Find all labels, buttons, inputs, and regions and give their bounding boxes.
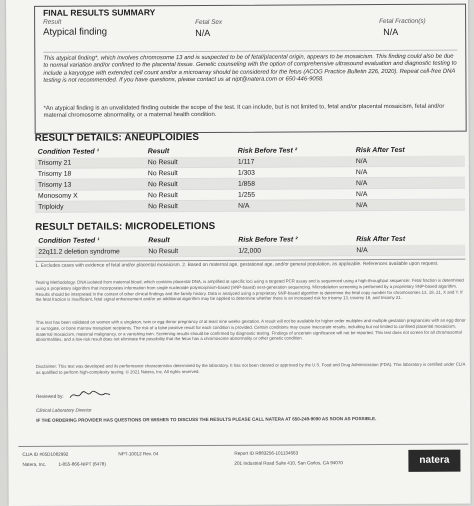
footnotes: 1. Excludes cases with evidence of fetal and/or placental mosaicism. 2. Based on maternal age, gestational age, and/or general population, as applicable. References available upon request.	[35, 261, 439, 269]
director-label: Clinical Laboratory Director	[36, 407, 92, 413]
microdeletions-table	[35, 233, 465, 258]
company-name: Natera, Inc.	[22, 461, 47, 467]
disclaimer: Disclaimer: This test was developed and its performance characteristics determined by the laboratory. It has not been cleared or approved by the U.S. Food and Drug Administration (FDA). This laboratory is certified under CLIA as qualified to perform high-complexity testing. © 2021 Natera, Inc. All rights reserved.	[35, 361, 466, 375]
fetal-sex-label: Fetal Sex	[195, 18, 223, 27]
table-row	[35, 245, 465, 258]
condition-cell: 22q11.2 deletion syndrome	[35, 246, 145, 257]
report-page	[6, 0, 471, 506]
atypical-finding-paragraph: This atypical finding*, which involves chromosome 13 and is suspected to be of fetal/placental origin, appears to be mosaicism. This finding could also be due to normal variation and/or confined to the placental tissue. Genetic counseling with the option of comprehensive ultrasound evaluation and diagnostic testing to include a karyotype with extended cell count and/or a microarray should be considered for the fetus (ACOG Practice Bulletin 226, 2020). Repeat cell-free DNA testing is not recommended. If you have questions, please contact us at nipt@natera.com or 650-446-9058.	[43, 53, 457, 84]
column-header: Condition Tested ¹	[38, 237, 100, 245]
risk-before-cell: 1/117	[235, 156, 353, 167]
condition-cell: Trisomy 13	[35, 179, 145, 191]
column-header: Risk After Test	[356, 235, 406, 243]
column-header: Result	[148, 236, 170, 244]
risk-after-cell: N/A	[353, 245, 465, 256]
risk-after-cell: N/A	[353, 199, 465, 211]
risk-before-cell: 1/255	[235, 189, 353, 201]
summary-heading: FINAL RESULTS SUMMARY	[43, 7, 156, 18]
result-cell: No Result	[145, 189, 235, 200]
result-cell: No Result	[145, 178, 235, 189]
company-phone: 1-855-866-NIPT (6478)	[58, 461, 106, 467]
risk-after-cell: N/A	[353, 156, 465, 167]
footer-divider	[18, 444, 468, 447]
condition-cell: Trisomy 21	[35, 157, 145, 168]
testing-methodology: Testing Methodology: DNA isolated from maternal blood, which contains placental DNA, is amplified at specific loci using a targeted PCR assay and is sequenced using a high-throughput sequencer. Fetal fraction is determined using a proprietary algorithm that incorporates information from single nucleotide polymorphism-based (SNP-based) next-generation sequencing. Microdeletion screening is performed by a proprietary SNP-based algorithm. Results should be interpreted in the context of other clinical findings and the family history. Data is analyzed using a proprietary SNP-based algorithm to determine the fetal copy number for chromosomes 13, 18, 21, X and Y. If the fetal fraction is insufficient, fetal signal enhancement and/or an additional algorithm may be applied to determine whether there is an increased risk for trisomy 13, trisomy 18, and trisomy 21.	[35, 277, 464, 303]
table-row	[35, 199, 465, 212]
condition-cell: Triploidy	[35, 201, 145, 213]
risk-before-cell: 1/858	[235, 178, 353, 190]
risk-before-cell: 1/303	[235, 167, 353, 179]
fetal-fraction-value: N/A	[383, 26, 399, 38]
microdeletions-title: RESULT DETAILS: MICRODELETIONS	[35, 220, 216, 233]
column-header: Risk Before Test ²	[238, 235, 298, 244]
aneuploidies-table	[35, 144, 465, 213]
final-results-summary-box	[34, 4, 467, 134]
result-cell: No Result	[145, 200, 235, 211]
summary-divider	[43, 50, 457, 53]
risk-after-cell: N/A	[353, 177, 465, 189]
column-header: Risk Before Test ²	[237, 146, 298, 155]
column-header: Result	[147, 147, 170, 155]
condition-cell: Trisomy 18	[35, 168, 145, 180]
fetal-sex-value: N/A	[195, 27, 211, 39]
column-header: Condition Tested ¹	[37, 148, 100, 156]
result-value: Atypical finding	[43, 26, 108, 38]
condition-cell: Monosomy X	[35, 190, 145, 202]
contact-note: IF THE ORDERING PROVIDER HAS QUESTIONS OR WISHES TO DISCUSS THE RESULTS PLEASE CALL NATERA AT 650-249-9090 AS SOON AS POSSIBLE.	[36, 416, 377, 423]
result-cell: No Result	[145, 246, 235, 257]
nipt-code: NPT-10012 Rev. 04	[118, 451, 159, 457]
fetal-fraction-label: Fetal Fraction(s)	[379, 17, 426, 26]
result-label: Result	[43, 18, 62, 26]
risk-before-cell: 1/2,000	[235, 245, 353, 256]
risk-after-cell: N/A	[353, 188, 465, 200]
natera-logo: natera	[408, 450, 460, 472]
risk-before-cell: N/A	[235, 200, 353, 212]
report-id: Report ID R883256-101134663	[234, 450, 299, 456]
result-cell: No Result	[145, 167, 235, 178]
test-limitations: This test has been validated on women with a singleton, twin or egg donor pregnancy of at least nine weeks gestation. A result will not be available for higher order multiples and multiple gestation pregnancies with an egg donor or surrogate, or bone marrow transplant recipients. The risk of a false positive result for each condition is provided. Certain conditions may cause inaccurate results, including but not limited to confined placental mosaicism, maternal mosaicism, maternal malignancy, or a vanishing twin. Screening results should be confirmed by diagnostic testing. Findings of uncertain significance will not be reported. This test does not screen for all chromosomal abnormalities, and a low-risk result does not eliminate the possibility that the fetus has a chromosome abnormality or other genetic condition.	[35, 317, 466, 343]
aneuploidies-title: RESULT DETAILS: ANEUPLOIDIES	[34, 131, 200, 144]
column-header: Risk After Test	[355, 146, 405, 154]
company-address: 201 Industrial Road Suite 410, San Carlos, CA 94070	[234, 460, 343, 466]
result-cell: No Result	[145, 157, 235, 168]
risk-after-cell: N/A	[353, 166, 465, 178]
signature-image	[68, 388, 112, 400]
atypical-definition-paragraph: *An atypical finding is an unvalidated finding outside the scope of the test. It can include, but is not limited to, fetal and/or placental mosaicism, fetal and/or maternal chromosome abnormality, or a maternal health condition.	[43, 103, 445, 120]
clia-id: CLIA ID #05D1082992	[22, 451, 69, 457]
reviewed-by-label: Reviewed by:	[36, 393, 64, 399]
